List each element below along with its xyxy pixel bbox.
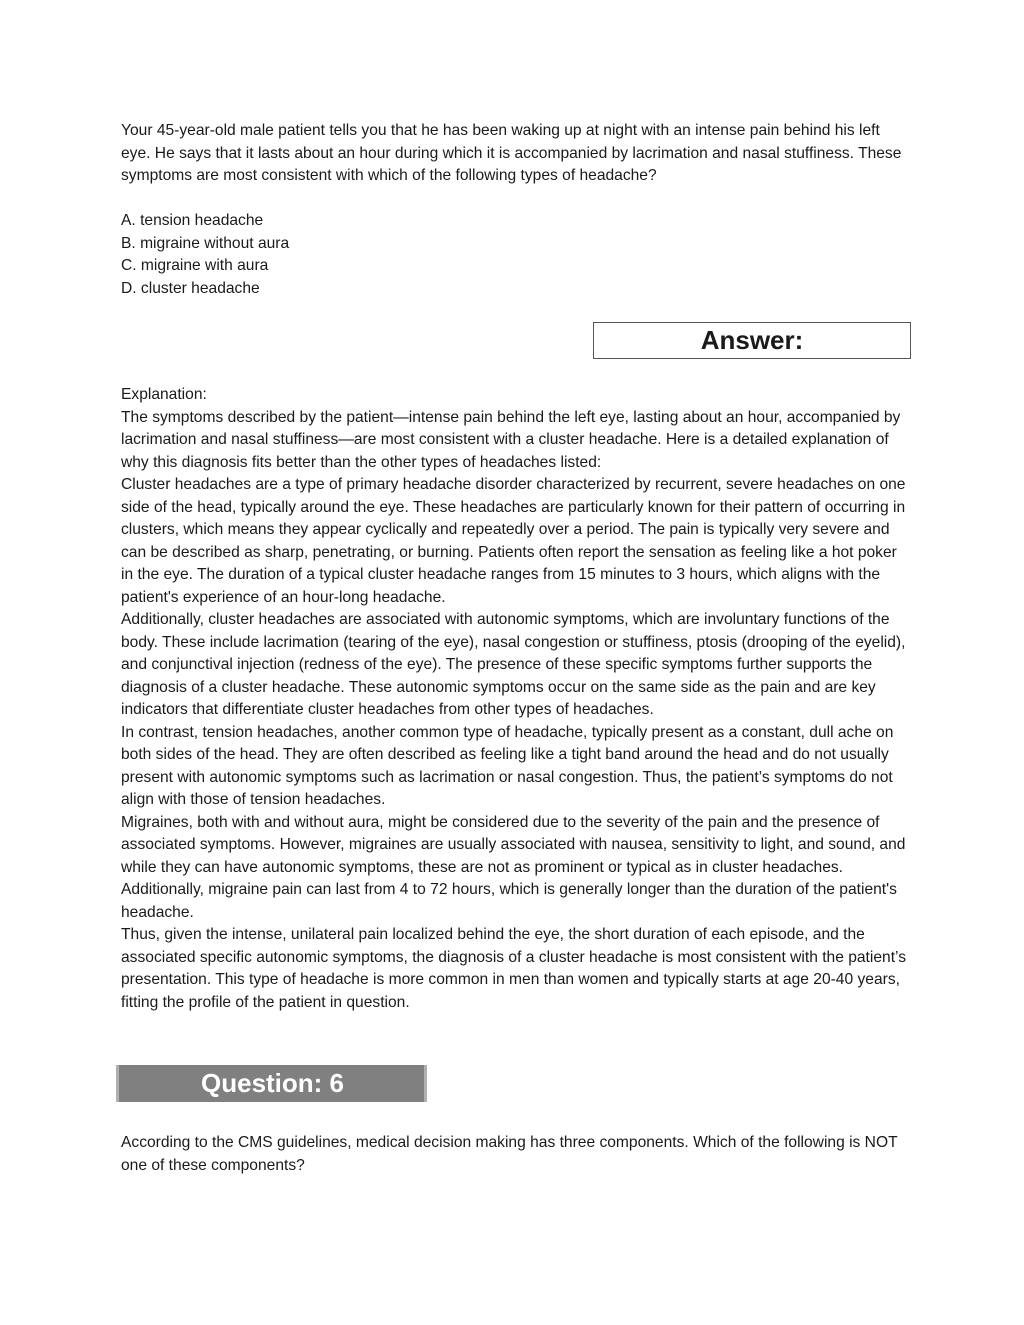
- option-b: B. migraine without aura: [121, 234, 290, 252]
- option-c: C. migraine with aura: [121, 257, 269, 274]
- option-d: D. cluster headache: [121, 279, 260, 297]
- explanation: [121, 384, 911, 1014]
- explanation-paragraph: Migraines, both with and without aura, might be considered due to the severity of the pain and the presence of associated symptoms. However, migraines are usually associated with nausea, sensitivity to light, and sound, and while they can have autonomic symptoms, these are not as prominent or typical as in cluster headaches. Additionally, migraine pain can last from 4 to 72 hours, which is generally longer than the duration of the patient's headache.: [121, 813, 906, 921]
- explanation-heading: Explanation:: [121, 386, 207, 403]
- question-header: [116, 1065, 427, 1102]
- answer-label: Answer:: [700, 325, 804, 355]
- explanation-paragraph: The symptoms described by the patient—intense pain behind the left eye, lasting about an hour, accompanied by lacrimation and nasal stuffiness—are most consistent with a cluster headache. Here is a detailed explanation of why this diagnosis fits better than the other types of headaches listed:: [121, 408, 901, 471]
- answer-box: [593, 322, 911, 359]
- answer-options: [121, 210, 911, 300]
- next-question-stem: [121, 1132, 911, 1177]
- next-question-stem-text: According to the CMS guidelines, medical decision making has three components. Which of the following is NOT one of these components?: [121, 1134, 898, 1174]
- option-a: A. tension headache: [121, 212, 264, 229]
- explanation-paragraph: In contrast, tension headaches, another common type of headache, typically present as a constant, dull ache on both sides of the head. They are often described as feeling like a tight band around the head and do not usually present with autonomic symptoms such as lacrimation or nasal congestion. Thus, the patient’s symptoms do not align with those of tension headaches.: [121, 723, 894, 808]
- question-stem: [121, 120, 911, 188]
- explanation-paragraph: Cluster headaches are a type of primary headache disorder characterized by recurrent, severe headaches on one side of the head, typically around the eye. These headaches are particularly known for their pattern of occurring in clusters, which means they appear cyclically and repeatedly over a period. The pain is typically very severe and can be described as sharp, penetrating, or burning. Patients often report the sensation as feeling like a hot poker in the eye. The duration of a typical cluster headache ranges from 15 minutes to 3 hours, which aligns with the patient's experience of an hour-long headache.: [121, 476, 906, 606]
- explanation-paragraph: Additionally, cluster headaches are associated with autonomic symptoms, which are involuntary functions of the body. These include lacrimation (tearing of the eye), nasal congestion or stuffiness, ptosis (drooping of the eyelid), and conjunctival injection (redness of the eye). The presence of these specific symptoms further supports the diagnosis of a cluster headache. These autonomic symptoms occur on the same side as the pain and are key indicators that differentiate cluster headaches from other types of headaches.: [121, 611, 906, 718]
- question-number: Question: 6: [201, 1068, 345, 1098]
- explanation-paragraph: Thus, given the intense, unilateral pain localized behind the eye, the short duration of each episode, and the associated specific autonomic symptoms, the diagnosis of a cluster headache is most consistent with the patient’s presentation. This type of headache is more common in men than women and typically starts at age 20-40 years, fitting the profile of the patient in question.: [121, 926, 907, 1011]
- question-stem-text: Your 45-year-old male patient tells you that he has been waking up at night with an intense pain behind his left eye. He says that it lasts about an hour during which it is accompanied by lacrimation and nasal stuffiness. These symptoms are most consistent with which of the following types of headache?: [121, 122, 902, 184]
